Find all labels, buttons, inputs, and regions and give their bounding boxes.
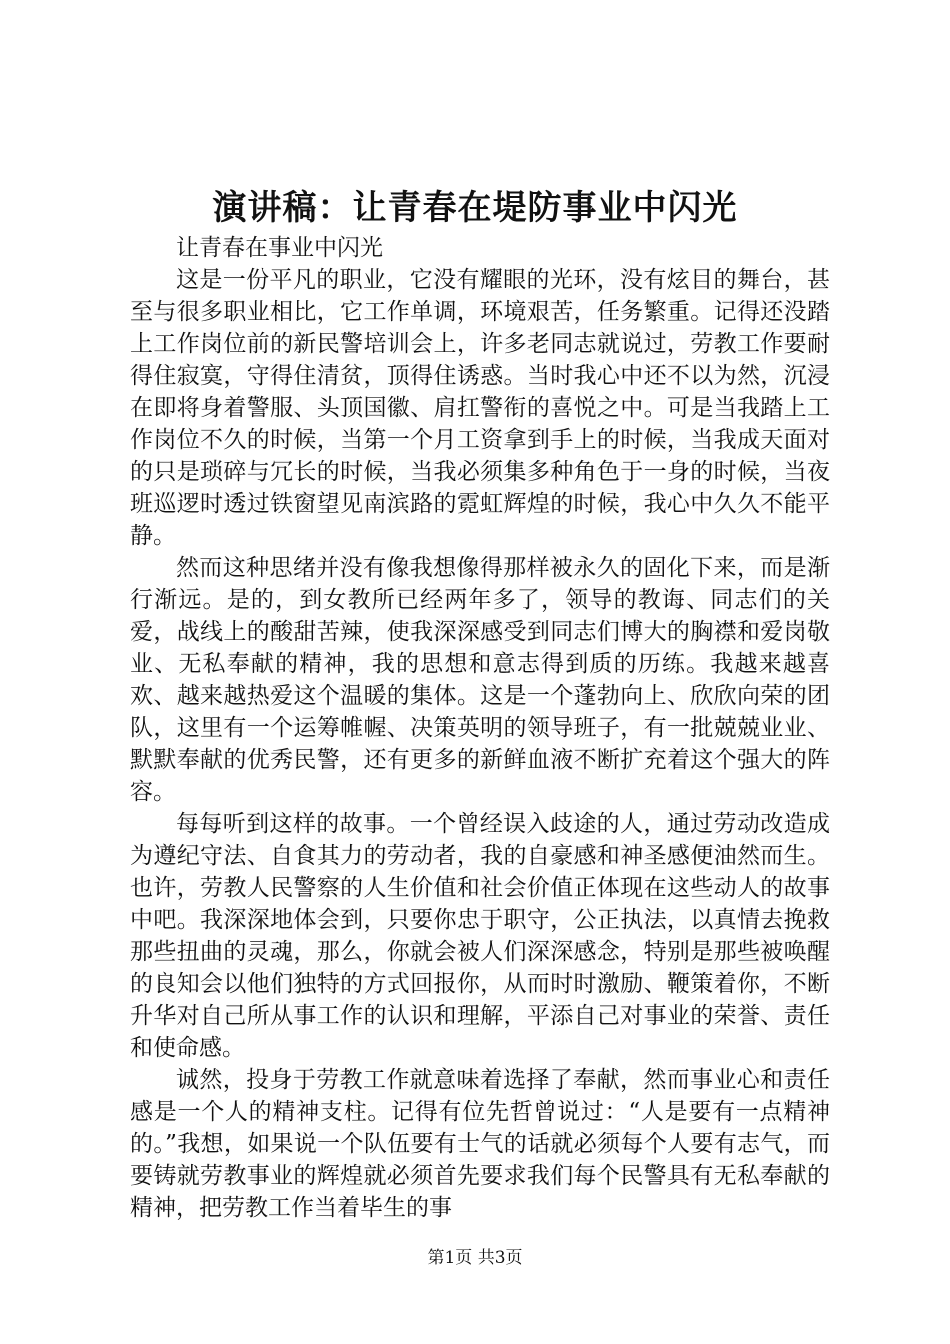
document-body bbox=[130, 232, 830, 1224]
page-footer: 第1页 共3页 bbox=[427, 1248, 523, 1268]
paragraph-1: 这是一份平凡的职业，它没有耀眼的光环，没有炫目的舞台，甚至与很多职业相比，它工作单调，环境艰苦，任务繁重。记得还没踏上工作岗位前的新民警培训会上，许多老同志就说过，劳教工作要耐得住寂寞，守得住清贫，顶得住诱惑。当时我心中还不以为然，沉浸在即将身着警服、头顶国徽、肩扛警衔的喜悦之中。可是当我踏上工作岗位不久的时候，当第一个月工资拿到手上的时候，当我成天面对的只是琐碎与冗长的时候，当我必须集多种角色于一身的时候，当夜班巡逻时透过铁窗望见南滨路的霓虹辉煌的时候，我心中久久不能平静。 bbox=[130, 267, 830, 549]
document-subtitle: 让青春在事业中闪光 bbox=[176, 235, 383, 261]
paragraph-4: 诚然，投身于劳教工作就意味着选择了奉献，然而事业心和责任感是一个人的精神支柱。记得有位先哲曾说过：“人是要有一点精神的。”我想，如果说一个队伍要有士气的话就必须每个人要有志气，而要铸就劳教事业的辉煌就必须首先要求我们每个民警具有无私奉献的精神，把劳教工作当着毕生的事 bbox=[130, 1067, 830, 1221]
document-title: 演讲稿：让青春在堤防事业中闪光 bbox=[212, 188, 738, 228]
paragraph-3: 每每听到这样的故事。一个曾经误入歧途的人，通过劳动改造成为遵纪守法、自食其力的劳动者，我的自豪感和神圣感便油然而生。也许，劳教人民警察的人生价值和社会价值正体现在这些动人的故事中吧。我深深地体会到，只要你忠于职守，公正执法，以真情去挽救那些扭曲的灵魂，那么，你就会被人们深深感念，特别是那些被唤醒的良知会以他们独特的方式回报你，从而时时激励、鞭策着你，不断升华对自己所从事工作的认识和理解，平添自己对事业的荣誉、责任和使命感。 bbox=[130, 811, 830, 1061]
paragraph-2: 然而这种思绪并没有像我想像得那样被永久的固化下来，而是渐行渐远。是的，到女教所已经两年多了，领导的教诲、同志们的关爱，战线上的酸甜苦辣，使我深深感受到同志们博大的胸襟和爱岗敬业、无私奉献的精神，我的思想和意志得到质的历练。我越来越喜欢、越来越热爱这个温暖的集体。这是一个蓬勃向上、欣欣向荣的团队，这里有一个运筹帷幄、决策英明的领导班子，有一批兢兢业业、默默奉献的优秀民警，还有更多的新鲜血液不断扩充着这个强大的阵容。 bbox=[130, 555, 830, 805]
